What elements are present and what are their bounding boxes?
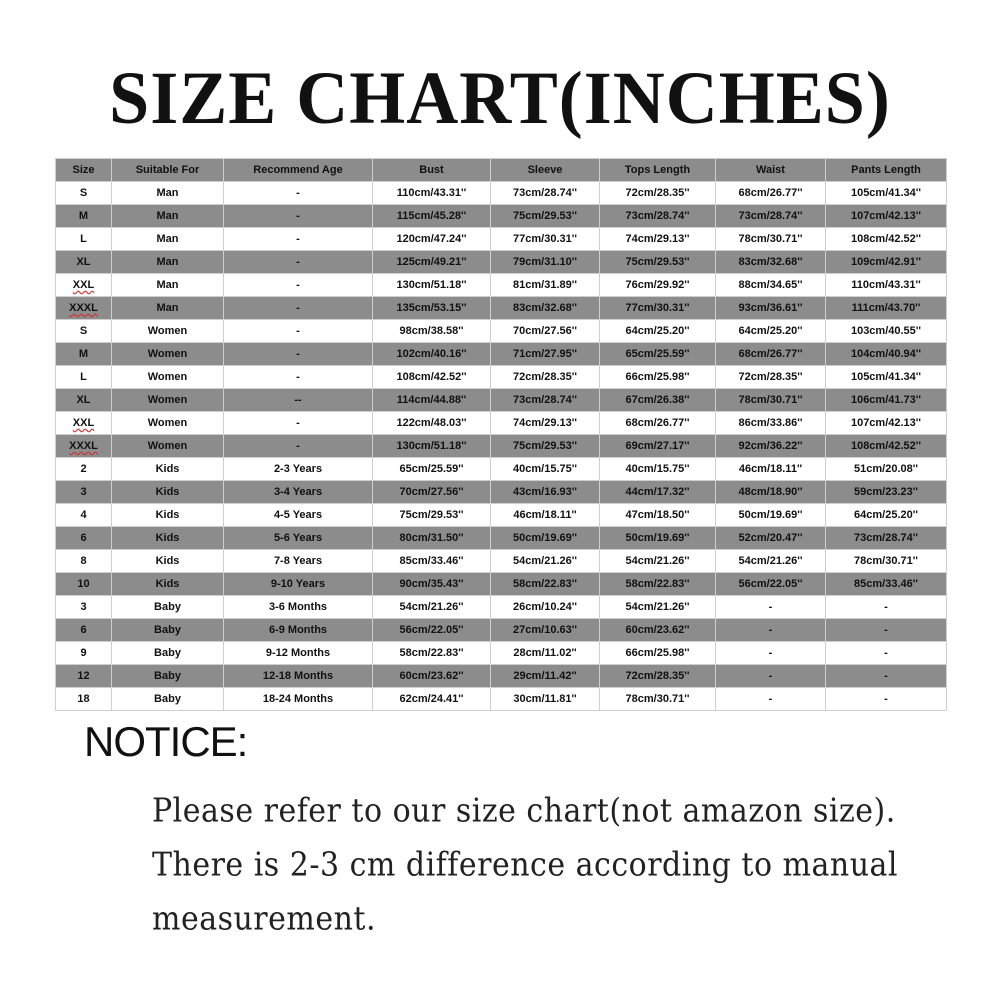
table-cell: 68cm/26.77'' (716, 343, 826, 366)
table-cell: 27cm/10.63'' (491, 619, 600, 642)
table-cell: 73cm/28.74'' (826, 527, 947, 550)
table-cell: 43cm/16.93'' (491, 481, 600, 504)
table-cell: 2-3 Years (224, 458, 373, 481)
table-cell: 2 (56, 458, 112, 481)
table-cell: 73cm/28.74'' (491, 389, 600, 412)
table-cell: 6 (56, 527, 112, 550)
table-cell: 106cm/41.73'' (826, 389, 947, 412)
table-cell: 72cm/28.35'' (600, 665, 716, 688)
table-cell: 54cm/21.26'' (716, 550, 826, 573)
table-row (56, 251, 947, 274)
table-cell: 70cm/27.56'' (491, 320, 600, 343)
table-cell: 75cm/29.53'' (600, 251, 716, 274)
table-cell: 71cm/27.95'' (491, 343, 600, 366)
table-row (56, 481, 947, 504)
table-cell: Man (112, 182, 224, 205)
table-cell: 28cm/11.02'' (491, 642, 600, 665)
table-cell: 30cm/11.81'' (491, 688, 600, 711)
table-cell: 86cm/33.86'' (716, 412, 826, 435)
table-cell: 68cm/26.77'' (600, 412, 716, 435)
table-cell (56, 435, 112, 458)
table-row (56, 458, 947, 481)
table-cell: 54cm/21.26'' (373, 596, 491, 619)
table-row (56, 228, 947, 251)
table-cell: 3-6 Months (224, 596, 373, 619)
size-chart-table (55, 158, 947, 711)
table-cell: - (224, 435, 373, 458)
table-cell: 50cm/19.69'' (491, 527, 600, 550)
table-row (56, 366, 947, 389)
table-cell: 120cm/47.24'' (373, 228, 491, 251)
table-cell: 4-5 Years (224, 504, 373, 527)
table-cell: - (826, 642, 947, 665)
table-cell: 7-8 Years (224, 550, 373, 573)
table-cell: 108cm/42.52'' (373, 366, 491, 389)
column-header: Pants Length (826, 159, 947, 182)
table-cell: - (716, 596, 826, 619)
table-cell (56, 412, 112, 435)
table-cell: 64cm/25.20'' (600, 320, 716, 343)
column-header: Recommend Age (224, 159, 373, 182)
table-cell: 68cm/26.77'' (716, 182, 826, 205)
table-cell: - (716, 665, 826, 688)
table-cell: 64cm/25.20'' (826, 504, 947, 527)
table-cell: 26cm/10.24'' (491, 596, 600, 619)
table-cell: 73cm/28.74'' (600, 205, 716, 228)
notice-heading: NOTICE: (84, 718, 248, 765)
table-cell: 73cm/28.74'' (491, 182, 600, 205)
table-cell: Man (112, 274, 224, 297)
table-cell: 70cm/27.56'' (373, 481, 491, 504)
table-cell: 75cm/29.53'' (491, 205, 600, 228)
table-cell: 108cm/42.52'' (826, 228, 947, 251)
table-cell: 76cm/29.92'' (600, 274, 716, 297)
table-row (56, 619, 947, 642)
table-cell: 9 (56, 642, 112, 665)
table-cell: 12 (56, 665, 112, 688)
table-cell (56, 297, 112, 320)
table-cell: 93cm/36.61'' (716, 297, 826, 320)
table-cell: 105cm/41.34'' (826, 182, 947, 205)
table-cell: 83cm/32.68'' (716, 251, 826, 274)
table-cell: Baby (112, 665, 224, 688)
table-cell: - (224, 228, 373, 251)
table-cell: 78cm/30.71'' (716, 228, 826, 251)
table-cell: 79cm/31.10'' (491, 251, 600, 274)
table-body (56, 182, 947, 711)
table-row (56, 389, 947, 412)
table-cell: Man (112, 297, 224, 320)
size-label: XXXL (69, 302, 98, 314)
table-cell: 75cm/29.53'' (491, 435, 600, 458)
table-cell: Kids (112, 458, 224, 481)
table-cell: - (224, 366, 373, 389)
table-cell: Women (112, 343, 224, 366)
table-cell: Women (112, 412, 224, 435)
table-cell: - (826, 665, 947, 688)
table-cell: M (56, 205, 112, 228)
table-cell: 90cm/35.43'' (373, 573, 491, 596)
table-cell: 81cm/31.89'' (491, 274, 600, 297)
table-cell: 111cm/43.70'' (826, 297, 947, 320)
table-cell: 85cm/33.46'' (826, 573, 947, 596)
size-label: XXL (72, 417, 95, 429)
table-cell: 69cm/27.17'' (600, 435, 716, 458)
table-row (56, 435, 947, 458)
table-cell: 77cm/30.31'' (491, 228, 600, 251)
table-cell: 62cm/24.41'' (373, 688, 491, 711)
table-cell: 29cm/11.42'' (491, 665, 600, 688)
table-row (56, 182, 947, 205)
table-cell: 18-24 Months (224, 688, 373, 711)
table-cell: Baby (112, 688, 224, 711)
table-cell: - (224, 343, 373, 366)
size-label: XXL (72, 279, 95, 291)
table-cell: 78cm/30.71'' (600, 688, 716, 711)
table-cell: - (224, 274, 373, 297)
table-cell: 108cm/42.52'' (826, 435, 947, 458)
table-cell: Women (112, 366, 224, 389)
table-cell: 135cm/53.15'' (373, 297, 491, 320)
table-cell: 103cm/40.55'' (826, 320, 947, 343)
table-cell: L (56, 228, 112, 251)
table-row (56, 550, 947, 573)
table-cell: - (224, 182, 373, 205)
table-cell: 58cm/22.83'' (491, 573, 600, 596)
table-cell: 110cm/43.31'' (826, 274, 947, 297)
table-cell: 9-10 Years (224, 573, 373, 596)
table-cell: 66cm/25.98'' (600, 642, 716, 665)
table-cell: M (56, 343, 112, 366)
table-cell: 58cm/22.83'' (600, 573, 716, 596)
table-cell: 65cm/25.59'' (373, 458, 491, 481)
table-row (56, 504, 947, 527)
table-cell: 60cm/23.62'' (600, 619, 716, 642)
table-cell: 9-12 Months (224, 642, 373, 665)
table-cell: 46cm/18.11'' (716, 458, 826, 481)
table-cell: 60cm/23.62'' (373, 665, 491, 688)
table-cell: 10 (56, 573, 112, 596)
table-cell: 51cm/20.08'' (826, 458, 947, 481)
notice-line-3: measurement. (152, 900, 377, 939)
table-cell: Women (112, 320, 224, 343)
table-row (56, 596, 947, 619)
table-cell: 104cm/40.94'' (826, 343, 947, 366)
table-cell: 114cm/44.88'' (373, 389, 491, 412)
table-cell: - (716, 619, 826, 642)
table-row (56, 688, 947, 711)
table-cell: Baby (112, 619, 224, 642)
table-row (56, 527, 947, 550)
table-cell: 3 (56, 481, 112, 504)
table-cell: L (56, 366, 112, 389)
table-cell: 12-18 Months (224, 665, 373, 688)
table-cell: Kids (112, 504, 224, 527)
table-cell: - (224, 205, 373, 228)
column-header: Suitable For (112, 159, 224, 182)
table-cell: 77cm/30.31'' (600, 297, 716, 320)
table-cell: 72cm/28.35'' (600, 182, 716, 205)
table-cell: 40cm/15.75'' (491, 458, 600, 481)
table-cell: 54cm/21.26'' (600, 550, 716, 573)
table-cell: 130cm/51.18'' (373, 435, 491, 458)
table-cell: XL (56, 251, 112, 274)
table-cell: 122cm/48.03'' (373, 412, 491, 435)
notice-line-1: Please refer to our size chart(not amazon size). (152, 792, 896, 831)
table-cell: Kids (112, 481, 224, 504)
table-cell: 6 (56, 619, 112, 642)
table-cell: Baby (112, 596, 224, 619)
table-cell: 107cm/42.13'' (826, 205, 947, 228)
table-cell: Women (112, 435, 224, 458)
table-cell: Man (112, 251, 224, 274)
table-cell: 48cm/18.90'' (716, 481, 826, 504)
table-cell: - (826, 619, 947, 642)
table-cell: - (716, 642, 826, 665)
table-cell: 83cm/32.68'' (491, 297, 600, 320)
table-header-row (56, 159, 947, 182)
table-cell: 72cm/28.35'' (491, 366, 600, 389)
table-row (56, 573, 947, 596)
page-title: SIZE CHART(INCHES) (109, 56, 891, 140)
table-cell: 78cm/30.71'' (716, 389, 826, 412)
table-cell: - (224, 320, 373, 343)
table-cell: 54cm/21.26'' (600, 596, 716, 619)
table-cell: 64cm/25.20'' (716, 320, 826, 343)
table-cell: 107cm/42.13'' (826, 412, 947, 435)
table-cell: 74cm/29.13'' (491, 412, 600, 435)
table-cell: 98cm/38.58'' (373, 320, 491, 343)
table-row (56, 665, 947, 688)
table-row (56, 205, 947, 228)
table-cell: Women (112, 389, 224, 412)
table-cell: S (56, 182, 112, 205)
table-cell: - (826, 688, 947, 711)
table-cell: 85cm/33.46'' (373, 550, 491, 573)
column-header: Waist (716, 159, 826, 182)
table-cell: 102cm/40.16'' (373, 343, 491, 366)
table-row (56, 274, 947, 297)
table-cell: - (224, 297, 373, 320)
table-cell: 74cm/29.13'' (600, 228, 716, 251)
table-cell: 80cm/31.50'' (373, 527, 491, 550)
column-header: Bust (373, 159, 491, 182)
table-cell: 8 (56, 550, 112, 573)
table-cell: Kids (112, 550, 224, 573)
table-cell: - (224, 412, 373, 435)
table-cell: 56cm/22.05'' (716, 573, 826, 596)
table-cell: 72cm/28.35'' (716, 366, 826, 389)
table-cell: 78cm/30.71'' (826, 550, 947, 573)
table-cell: 18 (56, 688, 112, 711)
table-cell: 75cm/29.53'' (373, 504, 491, 527)
table-cell: 59cm/23.23'' (826, 481, 947, 504)
table-cell: 58cm/22.83'' (373, 642, 491, 665)
table-cell: 125cm/49.21'' (373, 251, 491, 274)
table-cell: 50cm/19.69'' (600, 527, 716, 550)
table-cell: 46cm/18.11'' (491, 504, 600, 527)
table-cell: Kids (112, 527, 224, 550)
column-header: Sleeve (491, 159, 600, 182)
table-row (56, 297, 947, 320)
table-cell: 56cm/22.05'' (373, 619, 491, 642)
column-header: Size (56, 159, 112, 182)
table-cell: 4 (56, 504, 112, 527)
table-cell: 54cm/21.26'' (491, 550, 600, 573)
table-cell: 130cm/51.18'' (373, 274, 491, 297)
column-header: Tops Length (600, 159, 716, 182)
table-cell: 92cm/36.22'' (716, 435, 826, 458)
notice-line-2: There is 2-3 cm difference according to manual (152, 846, 899, 885)
table-cell: 109cm/42.91'' (826, 251, 947, 274)
table-cell: 3-4 Years (224, 481, 373, 504)
table-cell: 88cm/34.65'' (716, 274, 826, 297)
table-cell: 110cm/43.31'' (373, 182, 491, 205)
table-cell: - (224, 251, 373, 274)
table-cell: Baby (112, 642, 224, 665)
table-cell: 5-6 Years (224, 527, 373, 550)
table-cell: 105cm/41.34'' (826, 366, 947, 389)
table-row (56, 642, 947, 665)
table-cell: 115cm/45.28'' (373, 205, 491, 228)
table-cell: 52cm/20.47'' (716, 527, 826, 550)
table-cell: -- (224, 389, 373, 412)
size-label: XXXL (69, 440, 98, 452)
table-cell: - (826, 596, 947, 619)
table-cell: 44cm/17.32'' (600, 481, 716, 504)
table-row (56, 412, 947, 435)
table-cell: 40cm/15.75'' (600, 458, 716, 481)
table-cell: 66cm/25.98'' (600, 366, 716, 389)
table-cell: Man (112, 228, 224, 251)
table-cell: Kids (112, 573, 224, 596)
table-cell: 3 (56, 596, 112, 619)
table-cell: 47cm/18.50'' (600, 504, 716, 527)
table-cell: - (716, 688, 826, 711)
table-cell: 50cm/19.69'' (716, 504, 826, 527)
table-row (56, 343, 947, 366)
table-cell: 6-9 Months (224, 619, 373, 642)
table-cell: XL (56, 389, 112, 412)
table-row (56, 320, 947, 343)
table-cell: 65cm/25.59'' (600, 343, 716, 366)
table-cell: S (56, 320, 112, 343)
table-cell: 67cm/26.38'' (600, 389, 716, 412)
table-cell: 73cm/28.74'' (716, 205, 826, 228)
table-cell: Man (112, 205, 224, 228)
table-cell (56, 274, 112, 297)
